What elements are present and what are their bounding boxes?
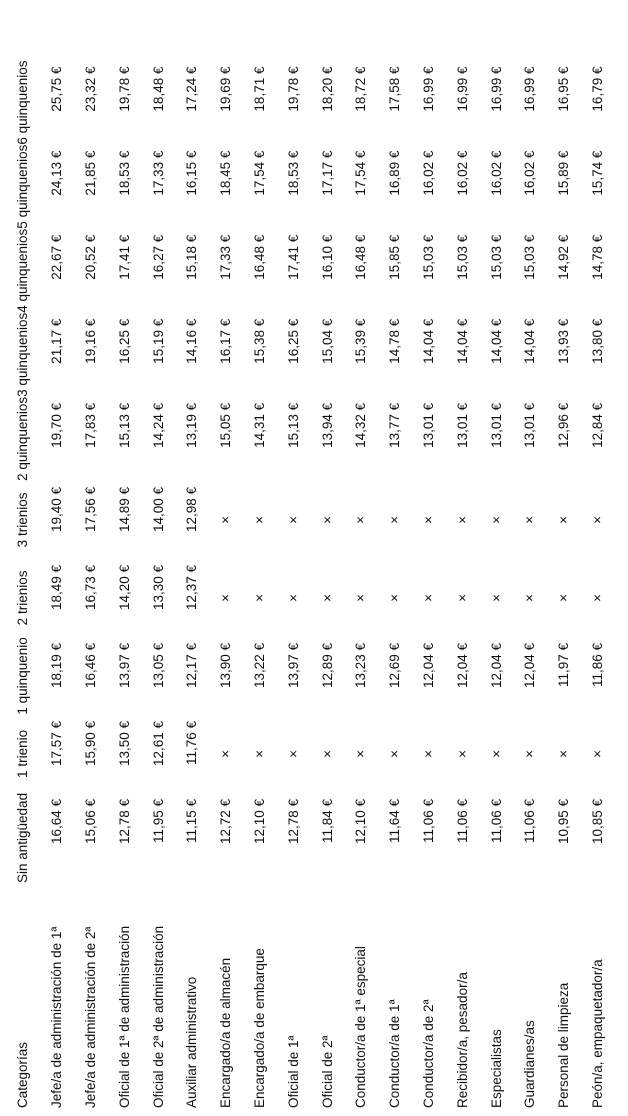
wage-cell: 19,78 € (116, 66, 132, 112)
wage-cell: 17,33 € (150, 150, 166, 196)
category-cell: Recibidor/a, pesador/a (454, 972, 470, 1108)
wage-cell: 13,90 € (218, 642, 234, 688)
table-row (445, 61, 479, 1108)
category-cell: Peón/a, empaquetador/a (589, 959, 605, 1108)
category-cell: Oficial de 2ª (319, 1035, 335, 1108)
wage-cell: 22,67 € (49, 234, 65, 280)
table-row (513, 61, 547, 1108)
wage-cell: 23,32 € (82, 66, 98, 112)
wage-cell: 11,86 € (589, 642, 605, 687)
wage-cell: 19,70 € (49, 402, 65, 448)
wage-cell: 11,76 € (184, 720, 200, 765)
not-applicable-cell: × (454, 749, 470, 758)
wage-cell: 19,78 € (285, 66, 301, 112)
wage-cell: 10,85 € (589, 798, 605, 844)
wage-cell: 12,96 € (556, 402, 572, 448)
not-applicable-cell: × (420, 515, 436, 524)
wage-cell: 17,58 € (387, 66, 403, 112)
wage-cell: 13,77 € (387, 402, 403, 448)
wage-cell: 16,73 € (82, 564, 98, 610)
wage-cell: 13,97 € (116, 642, 132, 688)
wage-cell: 14,89 € (116, 486, 132, 532)
wage-cell: 17,41 € (116, 234, 132, 280)
not-applicable-cell: × (387, 749, 403, 758)
wage-cell: 16,27 € (150, 234, 166, 280)
wage-cell: 14,31 € (251, 402, 267, 448)
wage-cell: 12,78 € (285, 798, 301, 844)
wage-cell: 16,48 € (251, 234, 267, 280)
column-header: 3 quinquenios (15, 312, 31, 397)
wage-cell: 14,20 € (116, 564, 132, 610)
wage-cell: 13,23 € (353, 642, 369, 688)
wage-cell: 11,84 € (319, 798, 335, 843)
wage-cell: 17,41 € (285, 234, 301, 280)
not-applicable-cell: × (353, 515, 369, 524)
wage-cell: 16,95 € (556, 66, 572, 112)
wage-cell: 15,39 € (353, 318, 369, 364)
wage-cell: 24,13 € (49, 150, 65, 196)
not-applicable-cell: × (387, 593, 403, 602)
wage-cell: 17,57 € (49, 720, 65, 766)
category-cell: Especialistas (488, 1029, 504, 1108)
wage-cell: 18,19 € (49, 642, 65, 688)
wage-cell: 18,71 € (251, 66, 267, 112)
table-row (344, 61, 378, 1108)
not-applicable-cell: × (251, 593, 267, 602)
wage-cell: 21,85 € (82, 150, 98, 196)
not-applicable-cell: × (251, 749, 267, 758)
not-applicable-cell: × (319, 749, 335, 758)
table-row (175, 61, 209, 1108)
table-header-row (6, 61, 40, 1108)
wage-cell: 11,06 € (454, 798, 470, 843)
not-applicable-cell: × (353, 749, 369, 758)
wage-cell: 16,02 € (488, 150, 504, 196)
wage-cell: 12,69 € (387, 642, 403, 688)
table-row (74, 61, 108, 1108)
column-header: Categorías (15, 1041, 31, 1108)
wage-cell: 16,64 € (49, 798, 65, 844)
not-applicable-cell: × (522, 593, 538, 602)
wage-cell: 16,46 € (82, 642, 98, 688)
wage-cell: 13,01 € (522, 402, 538, 448)
wage-cell: 15,19 € (150, 318, 166, 364)
wage-cell: 16,79 € (589, 66, 605, 112)
wage-cell: 17,83 € (82, 402, 98, 448)
wage-cell: 13,94 € (319, 402, 335, 448)
wage-cell: 16,99 € (488, 66, 504, 112)
column-header: Sin antigüedad (15, 792, 31, 883)
wage-cell: 15,13 € (285, 402, 301, 448)
wage-cell: 14,32 € (353, 402, 369, 448)
not-applicable-cell: × (556, 515, 572, 524)
wage-cell: 14,16 € (184, 318, 200, 364)
wage-cell: 15,18 € (184, 234, 200, 280)
wage-cell: 14,00 € (150, 486, 166, 532)
wage-cell: 12,61 € (150, 720, 166, 766)
category-cell: Jefe/a de administración de 2ª (82, 926, 98, 1108)
wage-cell: 15,03 € (454, 234, 470, 280)
wage-cell: 13,80 € (589, 318, 605, 364)
not-applicable-cell: × (218, 593, 234, 602)
wage-cell: 16,99 € (454, 66, 470, 112)
salary-table (6, 61, 614, 1108)
not-applicable-cell: × (522, 749, 538, 758)
wage-cell: 18,72 € (353, 66, 369, 112)
wage-cell: 16,10 € (319, 234, 335, 280)
category-cell: Auxiliar administrativo (184, 976, 200, 1108)
wage-cell: 18,53 € (285, 150, 301, 196)
not-applicable-cell: × (488, 749, 504, 758)
wage-cell: 16,48 € (353, 234, 369, 280)
table-row (581, 61, 615, 1108)
not-applicable-cell: × (218, 515, 234, 524)
wage-cell: 16,17 € (218, 318, 234, 364)
wage-cell: 12,04 € (522, 642, 538, 688)
wage-cell: 15,03 € (488, 234, 504, 280)
table-row (243, 61, 277, 1108)
column-header: 2 quinquenios (15, 396, 31, 481)
wage-cell: 11,97 € (556, 642, 572, 687)
wage-cell: 14,04 € (454, 318, 470, 364)
wage-cell: 14,04 € (522, 318, 538, 364)
table-row (310, 61, 344, 1108)
wage-cell: 12,04 € (420, 642, 436, 688)
not-applicable-cell: × (218, 749, 234, 758)
not-applicable-cell: × (319, 515, 335, 524)
table-row (378, 61, 412, 1108)
category-cell: Conductor/a de 1ª (387, 999, 403, 1108)
category-cell: Guardianes/as (522, 1020, 538, 1108)
column-header: 2 trienios (15, 570, 31, 626)
wage-cell: 12,10 € (251, 798, 267, 844)
table-row (412, 61, 446, 1108)
not-applicable-cell: × (420, 593, 436, 602)
wage-cell: 11,64 € (387, 798, 403, 843)
wage-cell: 11,95 € (150, 798, 166, 843)
column-header: 5 quinquenios (15, 144, 31, 229)
category-cell: Encargado/a de almacén (218, 957, 234, 1108)
not-applicable-cell: × (353, 593, 369, 602)
wage-cell: 12,04 € (454, 642, 470, 688)
wage-cell: 12,10 € (353, 798, 369, 844)
category-cell: Conductor/a de 2ª (420, 999, 436, 1108)
wage-cell: 12,37 € (184, 564, 200, 610)
wage-cell: 15,03 € (420, 234, 436, 280)
column-header: 1 trienio (15, 729, 31, 778)
wage-cell: 12,78 € (116, 798, 132, 844)
wage-cell: 17,24 € (184, 66, 200, 112)
not-applicable-cell: × (387, 515, 403, 524)
not-applicable-cell: × (251, 515, 267, 524)
not-applicable-cell: × (589, 749, 605, 758)
wage-cell: 17,54 € (251, 150, 267, 196)
wage-cell: 21,17 € (49, 318, 65, 364)
table-row (276, 61, 310, 1108)
wage-cell: 13,30 € (150, 564, 166, 610)
wage-cell: 25,75 € (49, 66, 65, 112)
wage-cell: 13,50 € (116, 720, 132, 766)
table-row (40, 61, 74, 1108)
wage-cell: 18,53 € (116, 150, 132, 196)
wage-cell: 15,06 € (82, 798, 98, 844)
wage-cell: 16,89 € (387, 150, 403, 196)
not-applicable-cell: × (454, 515, 470, 524)
column-header: 3 trienios (15, 492, 31, 548)
column-header: 1 quinquenio (15, 637, 31, 715)
wage-cell: 19,16 € (82, 318, 98, 364)
wage-cell: 12,04 € (488, 642, 504, 688)
wage-cell: 15,90 € (82, 720, 98, 766)
wage-cell: 12,72 € (218, 798, 234, 844)
wage-cell: 11,06 € (522, 798, 538, 843)
not-applicable-cell: × (420, 749, 436, 758)
wage-cell: 12,17 € (184, 642, 200, 688)
wage-cell: 17,54 € (353, 150, 369, 196)
not-applicable-cell: × (285, 749, 301, 758)
wage-cell: 13,01 € (488, 402, 504, 448)
wage-cell: 13,93 € (556, 318, 572, 364)
wage-cell: 15,05 € (218, 402, 234, 448)
wage-cell: 13,01 € (420, 402, 436, 448)
wage-cell: 13,22 € (251, 642, 267, 688)
wage-cell: 15,03 € (522, 234, 538, 280)
not-applicable-cell: × (319, 593, 335, 602)
wage-cell: 19,40 € (49, 486, 65, 532)
wage-cell: 14,04 € (420, 318, 436, 364)
wage-cell: 16,25 € (116, 318, 132, 364)
column-header: 6 quinquenios (15, 60, 31, 145)
wage-cell: 15,85 € (387, 234, 403, 280)
wage-cell: 16,02 € (454, 150, 470, 196)
wage-cell: 11,15 € (184, 798, 200, 843)
wage-cell: 12,98 € (184, 486, 200, 532)
wage-cell: 16,99 € (522, 66, 538, 112)
wage-cell: 15,38 € (251, 318, 267, 364)
category-cell: Conductor/a de 1ª especial (353, 946, 369, 1108)
wage-cell: 16,15 € (184, 150, 200, 196)
not-applicable-cell: × (556, 749, 572, 758)
wage-cell: 18,49 € (49, 564, 65, 610)
wage-cell: 17,33 € (218, 234, 234, 280)
not-applicable-cell: × (454, 593, 470, 602)
wage-cell: 12,89 € (319, 642, 335, 688)
wage-cell: 10,95 € (556, 798, 572, 844)
wage-cell: 18,48 € (150, 66, 166, 112)
not-applicable-cell: × (488, 515, 504, 524)
wage-cell: 16,25 € (285, 318, 301, 364)
not-applicable-cell: × (488, 593, 504, 602)
not-applicable-cell: × (522, 515, 538, 524)
wage-cell: 16,02 € (522, 150, 538, 196)
wage-cell: 15,04 € (319, 318, 335, 364)
wage-cell: 15,89 € (556, 150, 572, 196)
wage-cell: 17,17 € (319, 150, 335, 196)
wage-cell: 11,06 € (488, 798, 504, 843)
table-row (547, 61, 581, 1108)
category-cell: Oficial de 1ª de administración (116, 925, 132, 1108)
wage-cell: 16,02 € (420, 150, 436, 196)
wage-cell: 16,99 € (420, 66, 436, 112)
wage-cell: 19,69 € (218, 66, 234, 112)
category-cell: Jefe/a de administración de 1ª (49, 926, 65, 1108)
wage-cell: 15,13 € (116, 402, 132, 448)
wage-cell: 20,52 € (82, 234, 98, 280)
not-applicable-cell: × (285, 515, 301, 524)
wage-cell: 15,74 € (589, 150, 605, 196)
wage-cell: 18,45 € (218, 150, 234, 196)
table-row (141, 61, 175, 1108)
wage-cell: 11,06 € (420, 798, 436, 843)
table-row (107, 61, 141, 1108)
table-row (479, 61, 513, 1108)
wage-cell: 14,04 € (488, 318, 504, 364)
wage-cell: 13,97 € (285, 642, 301, 688)
column-header: 4 quinquenios (15, 228, 31, 313)
category-cell: Encargado/a de embarque (251, 948, 267, 1108)
wage-cell: 13,19 € (184, 402, 200, 448)
not-applicable-cell: × (285, 593, 301, 602)
category-cell: Oficial de 1ª (285, 1035, 301, 1108)
table-body (40, 61, 615, 1108)
wage-cell: 14,24 € (150, 402, 166, 448)
table-row (209, 61, 243, 1108)
wage-cell: 13,05 € (150, 642, 166, 688)
not-applicable-cell: × (589, 593, 605, 602)
wage-cell: 13,01 € (454, 402, 470, 448)
wage-cell: 12,84 € (589, 402, 605, 448)
category-cell: Oficial de 2ª de administración (150, 925, 166, 1108)
wage-cell: 14,78 € (589, 234, 605, 280)
wage-cell: 17,56 € (82, 486, 98, 532)
wage-cell: 14,92 € (556, 234, 572, 280)
not-applicable-cell: × (589, 515, 605, 524)
category-cell: Personal de limpieza (556, 982, 572, 1108)
wage-cell: 18,20 € (319, 66, 335, 112)
wage-cell: 14,78 € (387, 318, 403, 364)
not-applicable-cell: × (556, 593, 572, 602)
